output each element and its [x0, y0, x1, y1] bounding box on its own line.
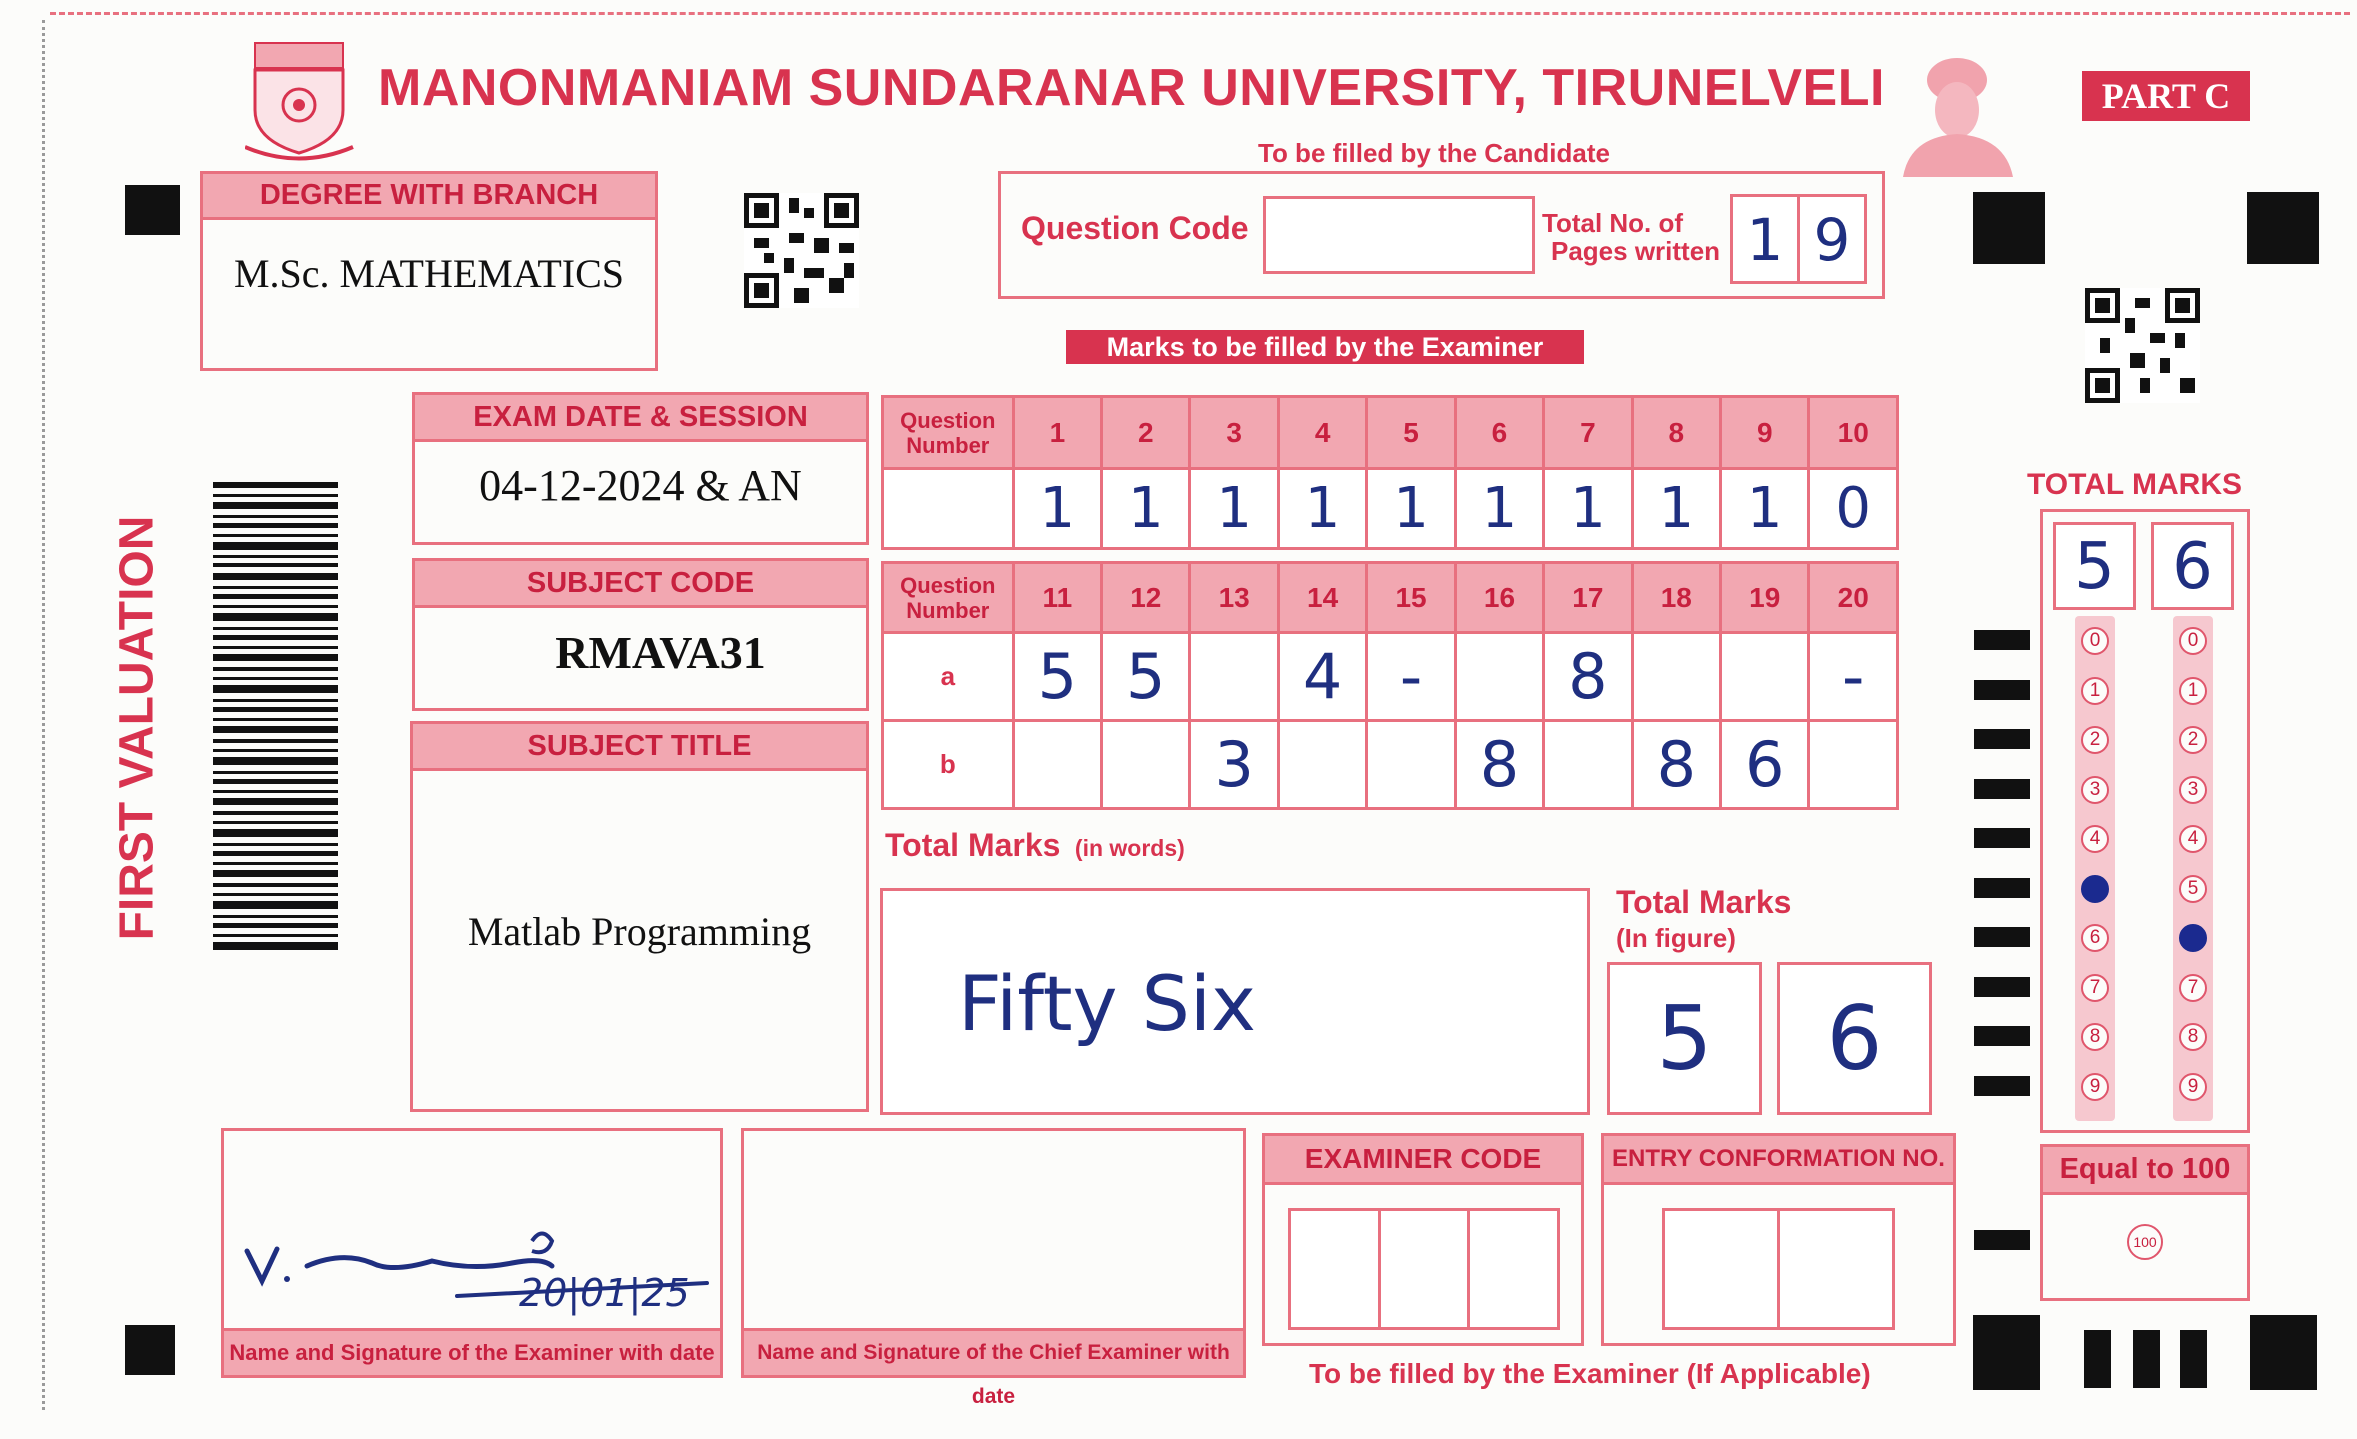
question-number: 11 [1013, 563, 1101, 633]
question-number: 8 [1632, 397, 1720, 469]
timing-mark [1974, 878, 2030, 898]
registration-mark [2250, 1315, 2317, 1390]
omr-bubble[interactable]: 3 [2081, 776, 2109, 804]
registration-mark [1973, 1315, 2040, 1390]
examiner-signature-caption: Name and Signature of the Examiner with date [224, 1328, 720, 1375]
omr-bubble[interactable]: 1 [2179, 677, 2207, 705]
omr-bubble[interactable]: 3 [2179, 776, 2207, 804]
barcode [213, 482, 338, 952]
candidate-caption: To be filled by the Candidate [1258, 138, 1610, 168]
question-number: 15 [1367, 563, 1455, 633]
omr-bubble[interactable]: 2 [2179, 726, 2207, 754]
candidate-box [998, 171, 1885, 299]
question-code-label: Question Code [1021, 210, 1249, 246]
omr-digit-value: 5 [2074, 530, 2115, 604]
omr-bubble[interactable]: 4 [2081, 825, 2109, 853]
question-number: 6 [1455, 397, 1543, 469]
timing-mark [1974, 630, 2030, 650]
subject-title-label: SUBJECT TITLE [413, 724, 866, 771]
mark-cell[interactable]: 6 [1721, 721, 1809, 809]
examiner-signature-box[interactable] [221, 1128, 723, 1378]
exam-date-box [412, 392, 869, 545]
timing-mark [1974, 1026, 2030, 1046]
question-number: 1 [1013, 397, 1101, 469]
mark-cell[interactable] [1632, 633, 1720, 721]
row-a-label: a [883, 633, 1014, 721]
pages-label-line1: Total No. of [1542, 208, 1684, 238]
left-perforation [42, 20, 45, 1410]
pages-written-digit[interactable] [1730, 194, 1800, 284]
mark-cell[interactable] [1455, 633, 1543, 721]
omr-bubble[interactable]: 1 [2081, 677, 2109, 705]
total-words-value: Fifty Six [958, 959, 1256, 1048]
qr-code [744, 193, 859, 308]
applicable-caption: To be filled by the Examiner (If Applicable) [1309, 1358, 1871, 1389]
mark-cell[interactable]: 1 [1632, 469, 1720, 549]
mark-cell[interactable]: 5 [1013, 633, 1101, 721]
omr-bubble[interactable]: 9 [2081, 1073, 2109, 1101]
question-number: 2 [1102, 397, 1190, 469]
university-logo [245, 35, 355, 165]
mark-cell[interactable]: 1 [1455, 469, 1543, 549]
omr-bubble[interactable]: 4 [2179, 825, 2207, 853]
pages-digit-value: 1 [1746, 206, 1784, 274]
degree-value: M.Sc. MATHEMATICS [233, 251, 625, 296]
omr-bubble[interactable] [2081, 875, 2109, 903]
row-b-label: b [883, 721, 1014, 809]
total-words-label [885, 827, 1185, 864]
entry-cell[interactable] [1665, 1211, 1780, 1327]
chief-signature-box[interactable] [741, 1128, 1246, 1408]
question-number-header: Question Number [883, 397, 1014, 469]
registration-mark [125, 1325, 175, 1375]
mark-cell[interactable]: 4 [1278, 633, 1366, 721]
timing-mark [1974, 779, 2030, 799]
timing-mark [1974, 927, 2030, 947]
mark-cell[interactable] [1721, 633, 1809, 721]
marks-table-2 [881, 561, 1899, 810]
subject-code-value: RMAVA31 [555, 627, 766, 678]
question-number: 3 [1190, 397, 1278, 469]
total-words-field[interactable] [880, 888, 1590, 1115]
omr-box [2040, 509, 2250, 1133]
mark-cell[interactable] [1278, 721, 1366, 809]
omr-bubble[interactable]: 7 [2081, 974, 2109, 1002]
entry-confirmation-box [1601, 1133, 1956, 1346]
registration-mark [2180, 1330, 2207, 1388]
entry-confirmation-label: ENTRY CONFORMATION NO. [1604, 1136, 1953, 1185]
question-number: 16 [1455, 563, 1543, 633]
mark-cell[interactable]: 1 [1367, 469, 1455, 549]
mark-cell[interactable]: 1 [1013, 469, 1101, 549]
signature-date: 20|01|25 [519, 1271, 690, 1315]
mark-cell[interactable]: - [1367, 633, 1455, 721]
omr-bubble[interactable]: 5 [2179, 875, 2207, 903]
question-number: 7 [1544, 397, 1632, 469]
omr-bubble-column [2179, 627, 2209, 1127]
question-number: 10 [1809, 397, 1898, 469]
examiner-marks-caption: Marks to be filled by the Examiner [1066, 330, 1584, 364]
registration-mark [125, 185, 180, 235]
omr-digit-value: 6 [2172, 530, 2213, 604]
pages-written-digit[interactable] [1797, 194, 1867, 284]
mark-cell[interactable] [1190, 633, 1278, 721]
equal-100-label: Equal to 100 [2043, 1147, 2247, 1195]
mark-cell[interactable]: 3 [1190, 721, 1278, 809]
question-number: 20 [1809, 563, 1898, 633]
exam-date-value: 04-12-2024 & AN [479, 461, 802, 510]
mark-cell[interactable] [1544, 721, 1632, 809]
registration-mark [2247, 192, 2319, 264]
question-number: 4 [1278, 397, 1366, 469]
timing-mark [1974, 828, 2030, 848]
omr-bubble[interactable]: 0 [2081, 627, 2109, 655]
question-number: 5 [1367, 397, 1455, 469]
question-number: 19 [1721, 563, 1809, 633]
timing-mark [1974, 680, 2030, 700]
question-number: 13 [1190, 563, 1278, 633]
row-label-cell [883, 469, 1014, 549]
university-title: MANONMANIAM SUNDARANAR UNIVERSITY, TIRUNELVELI [378, 59, 1885, 117]
mark-cell[interactable]: 1 [1102, 469, 1190, 549]
omr-digit-box[interactable] [2151, 522, 2234, 610]
degree-label: DEGREE WITH BRANCH [203, 174, 655, 220]
mark-cell[interactable]: 8 [1544, 633, 1632, 721]
omr-bubble[interactable]: 8 [2179, 1023, 2207, 1051]
omr-bubble[interactable]: 8 [2081, 1023, 2109, 1051]
timing-mark [1974, 1230, 2030, 1250]
mark-cell[interactable]: 0 [1809, 469, 1898, 549]
hundred-bubble[interactable]: 100 [2127, 1224, 2163, 1260]
omr-bubble[interactable]: 9 [2179, 1073, 2207, 1101]
omr-digit-box[interactable] [2053, 522, 2136, 610]
equal-100-box [2040, 1144, 2250, 1301]
registration-mark [1973, 192, 2045, 264]
pages-digit-value: 9 [1813, 206, 1851, 274]
question-number: 9 [1721, 397, 1809, 469]
mark-cell[interactable]: 1 [1544, 469, 1632, 549]
total-figure-digit-value: 5 [1656, 987, 1713, 1090]
mark-cell[interactable] [1367, 721, 1455, 809]
timing-mark [1974, 977, 2030, 997]
founder-portrait [1895, 52, 2020, 177]
total-figure-digit[interactable] [1777, 962, 1932, 1115]
registration-mark [2084, 1330, 2111, 1388]
mark-cell[interactable] [1013, 721, 1101, 809]
mark-cell[interactable] [1809, 721, 1898, 809]
first-valuation-label: FIRST VALUATION [110, 515, 164, 941]
pages-label-line2: Pages written [1551, 236, 1721, 266]
omr-bubble[interactable]: 7 [2179, 974, 2207, 1002]
question-number: 14 [1278, 563, 1366, 633]
omr-bubble[interactable] [2179, 924, 2207, 952]
mark-cell[interactable] [1102, 721, 1190, 809]
omr-bubble[interactable]: 0 [2179, 627, 2207, 655]
mark-cell[interactable]: 8 [1455, 721, 1543, 809]
total-figure-digit-value: 6 [1826, 987, 1883, 1090]
chief-signature-caption: Name and Signature of the Chief Examiner with date [744, 1328, 1243, 1375]
total-figure-label: Total Marks [1616, 884, 1792, 920]
entry-cell[interactable] [1780, 1211, 1892, 1327]
code-cell[interactable] [1291, 1211, 1381, 1327]
total-words-title: Total Marks [885, 827, 1061, 863]
question-number-header: Question Number [883, 563, 1014, 633]
subject-title-box [410, 721, 869, 1112]
mark-cell[interactable]: 1 [1278, 469, 1366, 549]
examiner-code-field[interactable] [1288, 1208, 1560, 1330]
examiner-code-label: EXAMINER CODE [1265, 1136, 1581, 1185]
mark-cell[interactable]: 1 [1721, 469, 1809, 549]
mark-cell[interactable]: 8 [1632, 721, 1720, 809]
code-cell[interactable] [1470, 1211, 1557, 1327]
mark-cell[interactable]: 1 [1190, 469, 1278, 549]
subject-code-box [412, 558, 869, 711]
examiner-code-box [1262, 1133, 1584, 1346]
total-figure-sublabel: (In figure) [1616, 923, 1736, 953]
omr-total-label: TOTAL MARKS [2027, 468, 2242, 501]
code-cell[interactable] [1381, 1211, 1471, 1327]
omr-bubble[interactable]: 2 [2081, 726, 2109, 754]
registration-mark [2133, 1330, 2160, 1388]
top-perforation [50, 12, 2350, 15]
omr-bubble[interactable]: 6 [2081, 924, 2109, 952]
timing-mark [1974, 1076, 2030, 1096]
total-words-sublabel: (in words) [1074, 835, 1185, 861]
mark-cell[interactable]: 5 [1102, 633, 1190, 721]
entry-confirmation-field[interactable] [1662, 1208, 1895, 1330]
qr-code [2085, 288, 2200, 403]
total-figure-digit[interactable] [1607, 962, 1762, 1115]
part-label: PART C [2082, 71, 2250, 121]
question-number: 12 [1102, 563, 1190, 633]
question-code-field[interactable] [1263, 196, 1535, 274]
timing-mark [1974, 729, 2030, 749]
question-number: 18 [1632, 563, 1720, 633]
subject-code-label: SUBJECT CODE [415, 561, 866, 608]
exam-date-label: EXAM DATE & SESSION [415, 395, 866, 442]
marks-table-1 [881, 395, 1899, 550]
mark-cell[interactable]: - [1809, 633, 1898, 721]
omr-bubble-column [2081, 627, 2111, 1127]
subject-title-value: Matlab Programming [467, 909, 812, 954]
question-number: 17 [1544, 563, 1632, 633]
degree-box [200, 171, 658, 371]
